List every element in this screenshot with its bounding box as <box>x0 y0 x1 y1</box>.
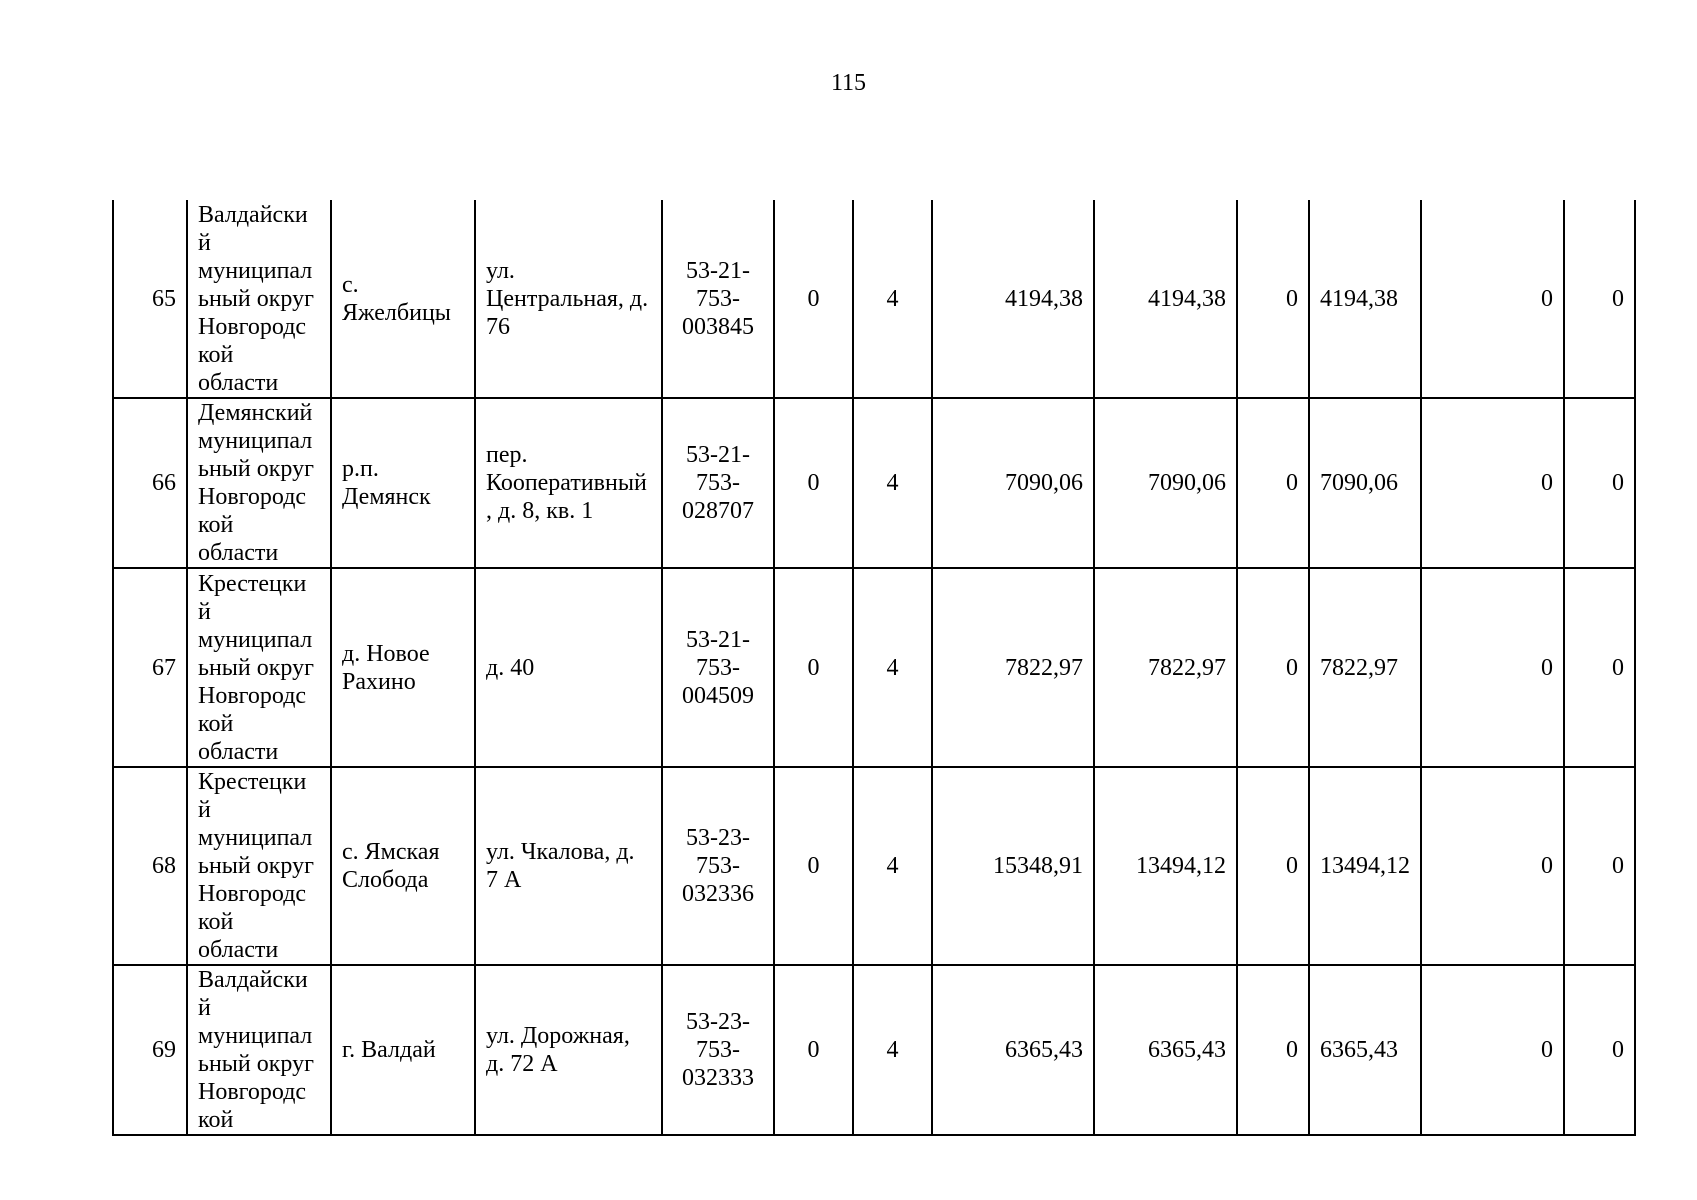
value-cell-11 <box>1309 965 1421 1135</box>
code-cell <box>662 568 774 767</box>
value-cell-11-text: 6365,43 <box>1320 1037 1398 1063</box>
value-cell-10-text: 0 <box>1286 853 1298 879</box>
row-number-cell <box>113 965 187 1135</box>
value-cell-8 <box>932 398 1094 568</box>
locality-cell <box>331 568 475 767</box>
value-cell-9 <box>1094 965 1237 1135</box>
value-cell-8 <box>932 568 1094 767</box>
address-cell-text: д. 40 <box>486 654 535 681</box>
value-cell-9 <box>1094 767 1237 965</box>
code-cell-text: 53-21- 753- 028707 <box>682 442 754 524</box>
value-cell-9-text: 4194,38 <box>1148 285 1226 312</box>
value-cell-9 <box>1094 200 1237 398</box>
value-cell-11 <box>1309 398 1421 568</box>
locality-cell-text: р.п. Демянск <box>342 456 431 510</box>
address-cell-text: пер. Кооперативный , д. 8, кв. 1 <box>486 442 647 524</box>
district-cell-text: Валдайски й муниципал ьный округ Новгородс кой области <box>198 201 314 396</box>
value-cell-12-text: 0 <box>1541 853 1553 879</box>
value-cell-8-text: 7090,06 <box>1005 470 1083 496</box>
row-number-cell <box>113 767 187 965</box>
value-cell-6-text: 0 <box>807 470 820 496</box>
code-cell-text: 53-21- 753- 003845 <box>682 257 754 340</box>
district-cell <box>187 398 331 568</box>
value-cell-9-text: 6365,43 <box>1148 1037 1226 1063</box>
value-cell-9-text: 7822,97 <box>1148 654 1226 681</box>
row-number-cell <box>113 200 187 398</box>
value-cell-6-text: 0 <box>807 285 820 312</box>
table-row <box>113 398 1635 568</box>
district-cell-text: Валдайски й муниципал ьный округ Новгородс кой <box>198 967 314 1133</box>
value-cell-13 <box>1564 767 1635 965</box>
value-cell-13 <box>1564 568 1635 767</box>
code-cell <box>662 767 774 965</box>
value-cell-12-text: 0 <box>1541 1037 1553 1063</box>
value-cell-9 <box>1094 398 1237 568</box>
row-number-cell-text: 66 <box>152 470 176 496</box>
value-cell-10 <box>1237 767 1309 965</box>
value-cell-12-text: 0 <box>1541 470 1553 496</box>
value-cell-8 <box>932 965 1094 1135</box>
value-cell-9-text: 13494,12 <box>1136 853 1226 879</box>
value-cell-7-text: 4 <box>886 654 899 681</box>
address-cell <box>475 767 662 965</box>
value-cell-7-text: 4 <box>886 285 899 312</box>
value-cell-13-text: 0 <box>1612 470 1624 496</box>
district-cell <box>187 965 331 1135</box>
value-cell-7 <box>853 200 932 398</box>
value-cell-13-text: 0 <box>1612 654 1624 681</box>
value-cell-11 <box>1309 200 1421 398</box>
value-cell-10 <box>1237 398 1309 568</box>
table-row <box>113 965 1635 1135</box>
value-cell-13 <box>1564 200 1635 398</box>
code-cell <box>662 965 774 1135</box>
address-cell <box>475 398 662 568</box>
address-cell-text: ул. Дорожная, д. 72 А <box>486 1023 630 1077</box>
address-cell-text: ул. Чкалова, д. 7 А <box>486 839 635 893</box>
locality-cell-text: с. Яжелбицы <box>342 271 451 326</box>
locality-cell-text: д. Новое Рахино <box>342 640 430 695</box>
district-cell-text: Крестецки й муниципал ьный округ Новгородс кой области <box>198 769 314 963</box>
value-cell-10 <box>1237 568 1309 767</box>
value-cell-10 <box>1237 200 1309 398</box>
value-cell-10 <box>1237 965 1309 1135</box>
value-cell-6 <box>774 965 853 1135</box>
address-cell <box>475 568 662 767</box>
value-cell-12 <box>1421 568 1564 767</box>
address-cell <box>475 200 662 398</box>
value-cell-8 <box>932 767 1094 965</box>
value-cell-7 <box>853 965 932 1135</box>
value-cell-6-text: 0 <box>807 1037 820 1063</box>
value-cell-11-text: 13494,12 <box>1320 853 1410 879</box>
locality-cell <box>331 767 475 965</box>
value-cell-10-text: 0 <box>1286 654 1298 681</box>
value-cell-12 <box>1421 767 1564 965</box>
address-cell <box>475 965 662 1135</box>
value-cell-13-text: 0 <box>1612 853 1624 879</box>
district-cell-text: Демянский муниципал ьный округ Новгородс кой области <box>198 400 314 566</box>
district-cell-text: Крестецки й муниципал ьный округ Новгородс кой области <box>198 570 314 765</box>
table-row <box>113 568 1635 767</box>
value-cell-9-text: 7090,06 <box>1148 470 1226 496</box>
table-row <box>113 767 1635 965</box>
registry-table <box>112 200 1636 1136</box>
row-number-cell <box>113 398 187 568</box>
page-number: 115 <box>830 70 867 96</box>
value-cell-13-text: 0 <box>1612 1037 1624 1063</box>
value-cell-12 <box>1421 965 1564 1135</box>
locality-cell <box>331 398 475 568</box>
value-cell-13 <box>1564 965 1635 1135</box>
code-cell <box>662 398 774 568</box>
value-cell-7-text: 4 <box>886 853 899 879</box>
value-cell-7-text: 4 <box>886 470 899 496</box>
value-cell-6-text: 0 <box>807 853 820 879</box>
locality-cell <box>331 965 475 1135</box>
locality-cell-text: с. Ямская Слобода <box>342 839 440 893</box>
value-cell-9 <box>1094 568 1237 767</box>
value-cell-6 <box>774 398 853 568</box>
value-cell-7-text: 4 <box>886 1037 899 1063</box>
district-cell <box>187 200 331 398</box>
value-cell-8-text: 4194,38 <box>1005 285 1083 312</box>
value-cell-6 <box>774 568 853 767</box>
code-cell <box>662 200 774 398</box>
code-cell-text: 53-23- 753- 032336 <box>682 825 754 907</box>
value-cell-13-text: 0 <box>1612 285 1624 312</box>
value-cell-11-text: 7090,06 <box>1320 470 1398 496</box>
row-number-cell <box>113 568 187 767</box>
value-cell-8-text: 6365,43 <box>1005 1037 1083 1063</box>
row-number-cell-text: 65 <box>152 285 176 312</box>
value-cell-6 <box>774 767 853 965</box>
table-row <box>113 200 1635 398</box>
value-cell-10-text: 0 <box>1286 470 1298 496</box>
address-cell-text: ул. Центральная, д. 76 <box>486 257 649 340</box>
value-cell-12-text: 0 <box>1541 285 1553 312</box>
value-cell-8-text: 15348,91 <box>993 853 1083 879</box>
code-cell-text: 53-23- 753- 032333 <box>682 1009 754 1091</box>
locality-cell-text: г. Валдай <box>342 1037 436 1063</box>
value-cell-13 <box>1564 398 1635 568</box>
value-cell-10-text: 0 <box>1286 285 1298 312</box>
district-cell <box>187 767 331 965</box>
value-cell-11-text: 4194,38 <box>1320 285 1398 312</box>
value-cell-12 <box>1421 200 1564 398</box>
value-cell-6-text: 0 <box>807 654 820 681</box>
value-cell-12-text: 0 <box>1541 654 1553 681</box>
row-number-cell-text: 67 <box>152 654 176 681</box>
value-cell-7 <box>853 398 932 568</box>
value-cell-8 <box>932 200 1094 398</box>
value-cell-11 <box>1309 568 1421 767</box>
value-cell-12 <box>1421 398 1564 568</box>
locality-cell <box>331 200 475 398</box>
district-cell <box>187 568 331 767</box>
row-number-cell-text: 69 <box>152 1037 176 1063</box>
code-cell-text: 53-21- 753- 004509 <box>682 626 754 709</box>
value-cell-8-text: 7822,97 <box>1005 654 1083 681</box>
value-cell-10-text: 0 <box>1286 1037 1298 1063</box>
value-cell-7 <box>853 767 932 965</box>
value-cell-7 <box>853 568 932 767</box>
value-cell-6 <box>774 200 853 398</box>
value-cell-11-text: 7822,97 <box>1320 654 1398 681</box>
row-number-cell-text: 68 <box>152 853 176 879</box>
value-cell-11 <box>1309 767 1421 965</box>
